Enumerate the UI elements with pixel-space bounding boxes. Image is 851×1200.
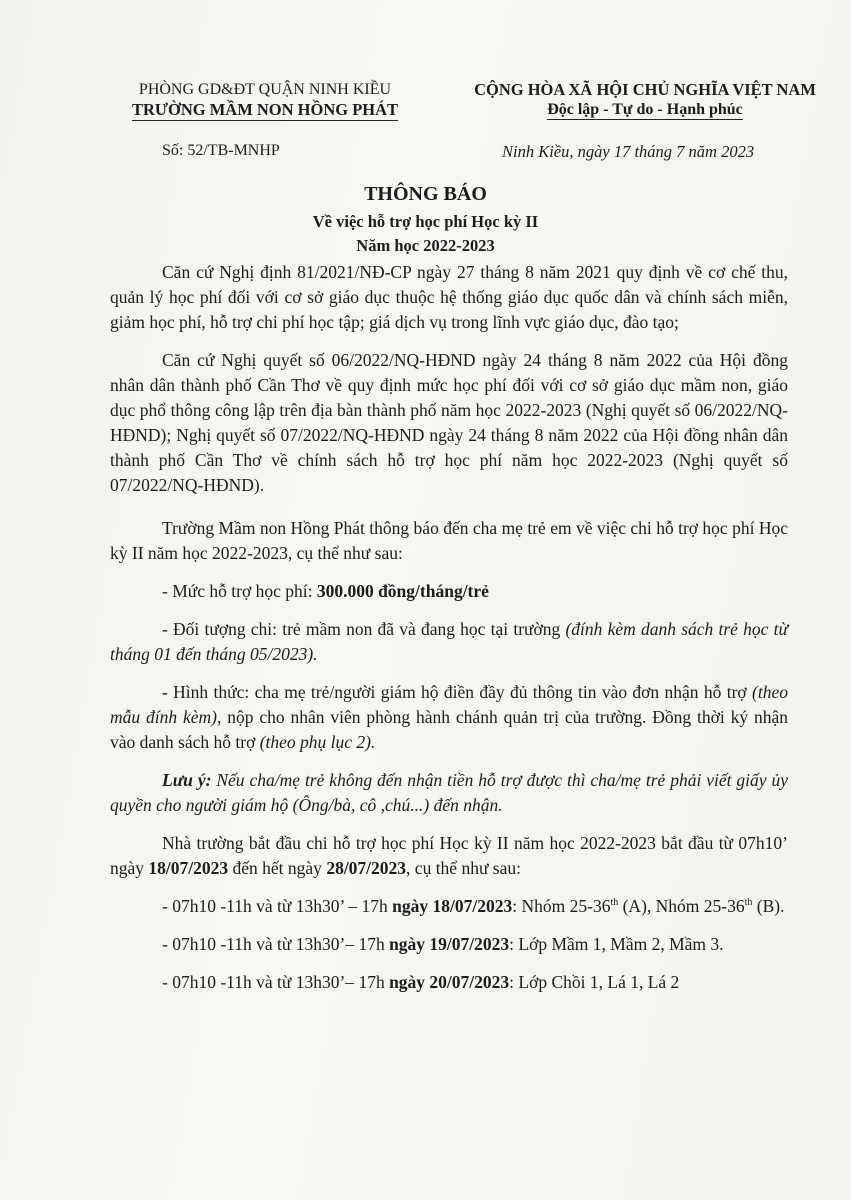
schedule-item-3: - 07h10 -11h và từ 13h30’– 17h ngày 20/07/2023: Lớp Chồi 1, Lá 1, Lá 2 <box>162 972 680 992</box>
schedule-item-1: - 07h10 -11h và từ 13h30’ – 17h ngày 18/07/2023: Nhóm 25-36th (A), Nhóm 25-36th (B). <box>162 896 785 916</box>
note-paragraph: Lưu ý: Nếu cha/mẹ trẻ không đến nhận tiền hỗ trợ được thì cha/mẹ trẻ phải viết giấy ủy quyền cho người giám hộ (Ông/bà, cô ,chú...) đến nhận. <box>110 770 788 815</box>
item-procedure: - Hình thức: cha mẹ trẻ/người giám hộ điền đầy đủ thông tin vào đơn nhận hỗ trợ (theo mẫu đính kèm), nộp cho nhân viên phòng hành chánh quản trị của trường. Đồng thời ký nhận vào danh sách hỗ trợ (theo phụ lục 2). <box>110 682 788 752</box>
document-subtitle: Về việc hỗ trợ học phí Học kỳ II <box>312 212 539 231</box>
item-support-amount: - Mức hỗ trợ học phí: 300.000 đồng/tháng/trẻ <box>162 581 489 601</box>
school-year: Năm học 2022-2023 <box>356 236 495 255</box>
note-label: Lưu ý: <box>162 770 212 790</box>
document-title: THÔNG BÁO <box>364 183 487 205</box>
document-number: Số: 52/TB-MNHP <box>162 142 280 159</box>
paragraph-legal-basis-2: Căn cứ Nghị quyết số 06/2022/NQ-HĐND ngày 24 tháng 8 năm 2022 của Hội đồng nhân dân thành phố Cần Thơ về quy định mức học phí đối với cơ sở giáo dục mầm non, giáo dục phổ thông công lập trên địa bàn thành phố năm học 2022-2023 (Nghị quyết số 06/2022/NQ-HĐND); Nghị quyết số 07/2022/NQ-HĐND ngày 24 tháng 8 năm 2022 của Hội đồng nhân dân thành phố Cần Thơ về chính sách hỗ trợ học phí năm học 2022-2023 (Nghị quyết số 07/2022/NQ-HĐND). <box>110 350 788 495</box>
department-name: PHÒNG GD&ĐT QUẬN NINH KIỀU <box>138 81 392 98</box>
school-name: TRƯỜNG MẦM NON HỒNG PHÁT <box>131 100 399 119</box>
schedule-item-2: - 07h10 -11h và từ 13h30’– 17h ngày 19/07/2023: Lớp Mầm 1, Mầm 2, Mầm 3. <box>162 934 724 954</box>
document-date: Ninh Kiều, ngày 17 tháng 7 năm 2023 <box>502 142 755 161</box>
paragraph-schedule-intro: Nhà trường bắt đầu chi hỗ trợ học phí Học kỳ II năm học 2022-2023 bắt đầu từ 07h10’ ngày 18/07/2023 đến hết ngày 28/07/2023, cụ thể như sau: <box>110 833 788 878</box>
paragraph-announcement: Trường Mầm non Hồng Phát thông báo đến cha mẹ trẻ em về việc chi hỗ trợ học phí Học kỳ II năm học 2022-2023, cụ thể như sau: <box>110 518 788 563</box>
paragraph-legal-basis-1: Căn cứ Nghị định 81/2021/NĐ-CP ngày 27 tháng 8 năm 2021 quy định về cơ chế thu, quản lý học phí đối với cơ sở giáo dục thuộc hệ thống giáo dục quốc dân và chính sách miễn, giảm học phí, hỗ trợ chi phí học tập; giá dịch vụ trong lĩnh vực giáo dục, đào tạo; <box>110 262 788 332</box>
country-name: CỘNG HÒA XÃ HỘI CHỦ NGHĨA VIỆT NAM <box>474 80 816 99</box>
national-header <box>460 80 830 120</box>
national-motto: Độc lập - Tự do - Hạnh phúc <box>547 101 743 118</box>
document-body <box>110 260 788 995</box>
item-beneficiaries: - Đối tượng chi: trẻ mầm non đã và đang học tại trường (đính kèm danh sách trẻ học từ tháng 01 đến tháng 05/2023). <box>110 619 788 664</box>
issuer-block <box>105 80 425 120</box>
support-amount-value: 300.000 đồng/tháng/trẻ <box>316 581 489 601</box>
